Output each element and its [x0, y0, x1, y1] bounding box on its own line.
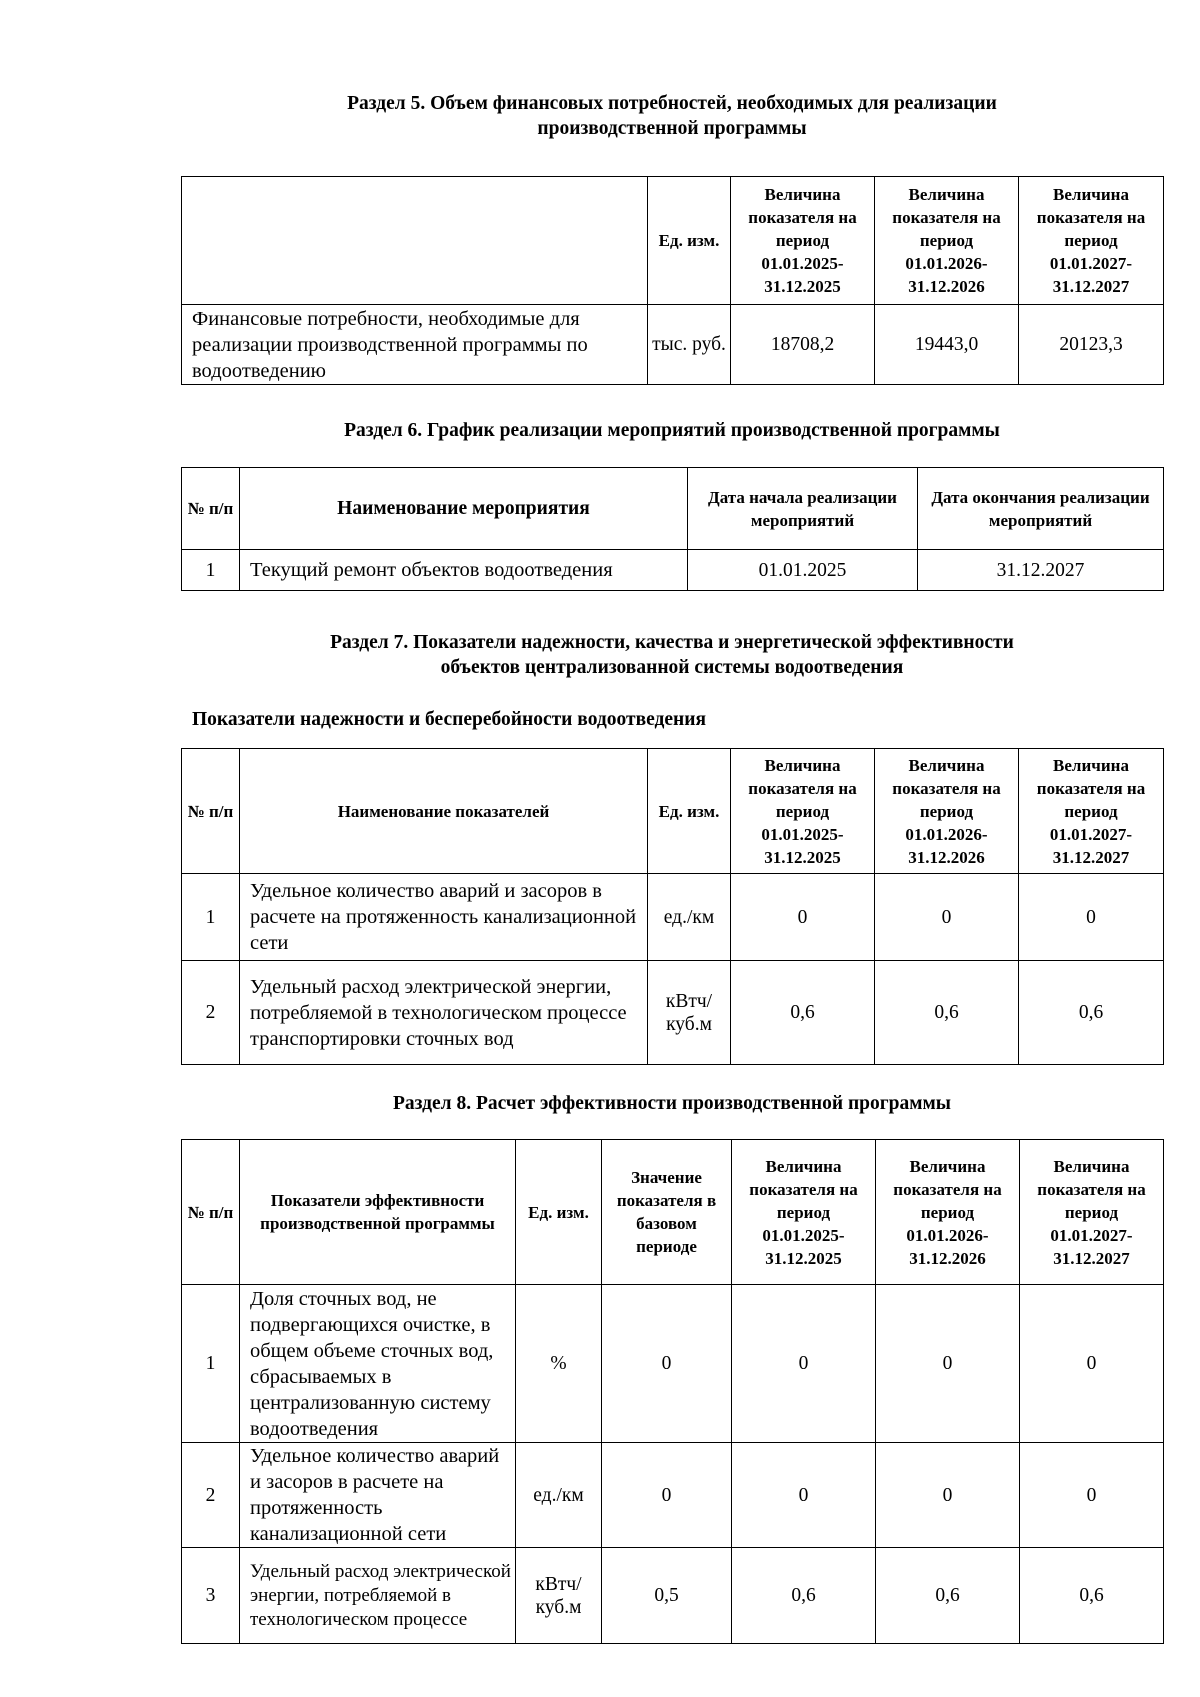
table-row: 1 Текущий ремонт объектов водоотведения 01.01.2025 31.12.2027 [182, 550, 1164, 591]
table-row: 2 Удельный расход электрической энергии, потребляемой в технологическом процессе транспортировки сточных вод кВтч/ куб.м 0,6 0,6 0,6 [182, 961, 1164, 1065]
section-7-subtitle: Показатели надежности и бесперебойности водоотведения [192, 709, 707, 730]
table-header-row: Ед. изм. Величина показателя на период 01.01.2025-31.12.2025 Величина показателя на период 01.01.2026-31.12.2026 Величина показателя на период 01.01.2027-31.12.2027 [182, 177, 1164, 305]
section-8-title: Раздел 8. Расчет эффективности производственной программы [392, 1093, 952, 1114]
table-row: Финансовые потребности, необходимые для реализации производственной программы по водоотведению тыс. руб. 18708,2 19443,0 20123,3 [182, 305, 1164, 385]
section-5-title: Раздел 5. Объем финансовых потребностей, необходимых для реализации производственной программы [347, 93, 997, 139]
table-header-row: № п/п Наименование мероприятия Дата начала реализации мероприятий Дата окончания реализации мероприятий [182, 468, 1164, 550]
table-header-row: № п/п Наименование показателей Ед. изм. Величина показателя на период 01.01.2025-31.12.2025 Величина показателя на период 01.01.2026-31.12.2026 Величина показателя на период 01.01.2027-31.12.2027 [182, 749, 1164, 874]
table-row: 1 Удельное количество аварий и засоров в расчете на протяженность канализационной сети ед./км 0 0 0 [182, 874, 1164, 961]
section-8-table [181, 1139, 1164, 1644]
section-6-table [181, 467, 1164, 591]
section-6-title: Раздел 6. График реализации мероприятий производственной программы [344, 420, 1000, 441]
table-row: 3 Удельный расход электрической энергии, потребляемой в технологическом процессе кВтч/ куб.м 0,5 0,6 0,6 0,6 [182, 1548, 1164, 1644]
table-header-row: № п/п Показатели эффективности производственной программы Ед. изм. Значение показателя в базовом периоде Величина показателя на период 01.01.2025-31.12.2025 Величина показателя на период 01.01.2026-31.12.2026 Величина показателя на период 01.01.2027-31.12.2027 [182, 1140, 1164, 1285]
section-5-table [181, 176, 1164, 385]
table-row: 1 Доля сточных вод, не подвергающихся очистке, в общем объеме сточных вод, сбрасываемых в централизованную систему водоотведения % 0 0 0 0 [182, 1285, 1164, 1443]
section-7-table [181, 748, 1164, 1065]
section-7-title: Раздел 7. Показатели надежности, качества и энергетической эффективности объектов централизованной системы водоотведения [330, 632, 1014, 678]
table-row: 2 Удельное количество аварий и засоров в расчете на протяженность канализационной сети ед./км 0 0 0 0 [182, 1443, 1164, 1548]
